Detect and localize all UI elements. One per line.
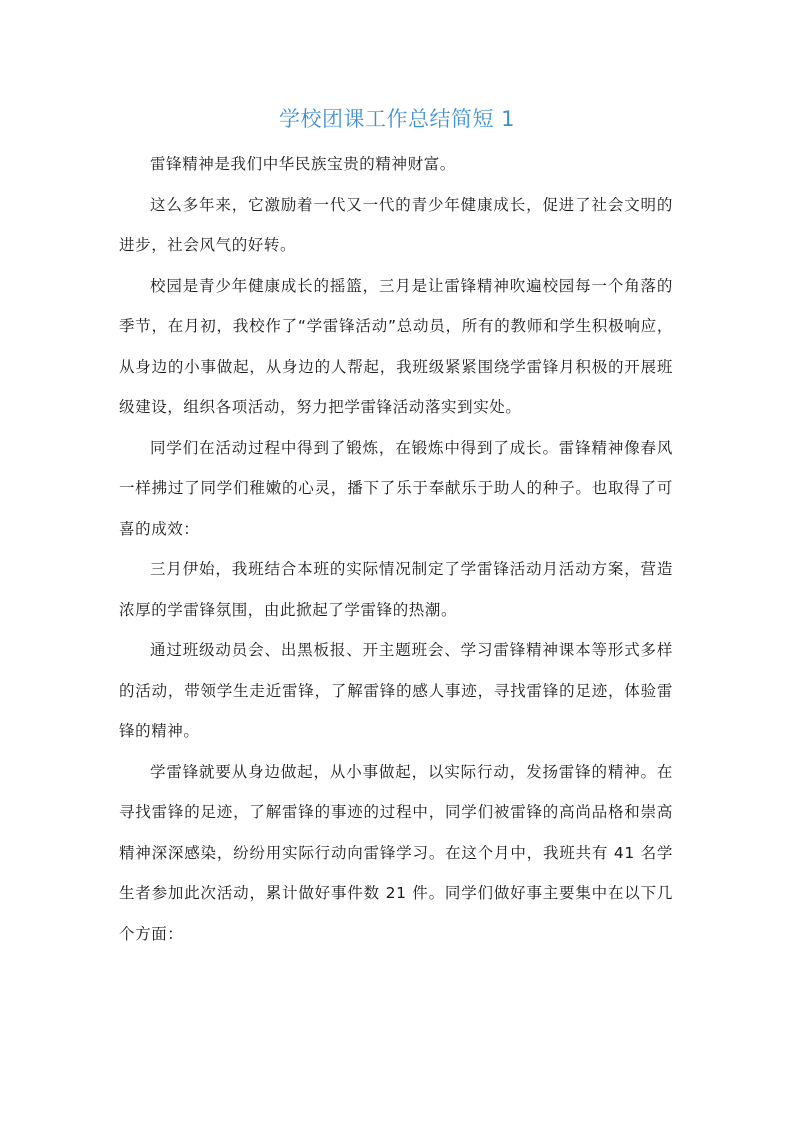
paragraph-2: 这么多年来，它激励着一代又一代的青少年健康成长，促进了社会文明的进步，社会风气的好转。 [119,195,673,254]
paragraph-4: 同学们在活动过程中得到了锻炼，在锻炼中得到了成长。雷锋精神像春风一样拂过了同学们稚嫩的心灵，播下了乐于奉献乐于助人的种子。也取得了可喜的成效： [119,438,673,538]
paragraph-7: 学雷锋就要从身边做起，从小事做起，以实际行动，发扬雷锋的精神。在寻找雷锋的足迹，了解雷锋的事迹的过程中，同学们被雷锋的高尚品格和崇高精神深深感染，纷纷用实际行动向雷锋学习。在这个月中，我班共有 41 名学生者参加此次活动，累计做好事件数 21 件。同学们做好事主要集中在以下几个方面： [119,762,673,943]
paragraph-6: 通过班级动员会、出黑板报、开主题班会、学习雷锋精神课本等形式多样的活动，带领学生走近雷锋，了解雷锋的感人事迹，寻找雷锋的足迹，体验雷锋的精神。 [119,641,673,740]
paragraph-1: 雷锋精神是我们中华民族宝贵的精神财富。 [150,155,456,173]
paragraph-5: 三月伊始，我班结合本班的实际情况制定了学雷锋活动月活动方案，营造浓厚的学雷锋氛围，由此掀起了学雷锋的热潮。 [119,560,673,619]
document-title: 学校团课工作总结简短 1 [278,107,516,131]
paragraph-3: 校园是青少年健康成长的摇篮，三月是让雷锋精神吹遍校园每一个角落的季节，在月初，我校作了“学雷锋活动”总动员，所有的教师和学生积极响应，从身边的小事做起，从身边的人帮起，我班级紧紧围绕学雷锋月积极的开展班级建设，组织各项活动，努力把学雷锋活动落实到实处。 [119,276,673,416]
document-body [119,144,673,954]
